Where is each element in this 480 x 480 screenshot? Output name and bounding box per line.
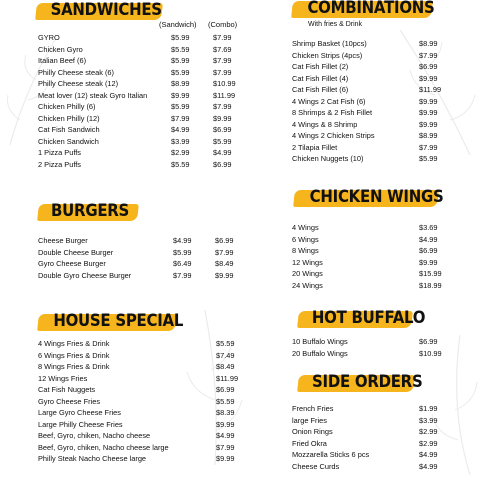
menu-item-row	[292, 449, 442, 461]
menu-item-row	[292, 119, 442, 131]
menu-item-row	[38, 338, 238, 350]
item-name: Meat lover (12) steak Gyro Italian	[38, 90, 148, 100]
hot-buffalo-heading	[306, 306, 426, 330]
side-orders-heading	[306, 370, 423, 394]
menu-item-row	[38, 78, 238, 90]
item-name: 2 Pizza Puffs	[38, 159, 81, 169]
menu-item-row	[292, 38, 442, 50]
item-combo-price: $7.99	[213, 56, 232, 65]
menu-item-row	[38, 430, 238, 442]
item-sandwich-price: $5.99	[171, 33, 190, 42]
item-price: $2.99	[419, 427, 438, 436]
item-name: Cat Fish Nuggets	[38, 385, 96, 394]
item-price: $7.49	[216, 350, 235, 360]
item-name: Philly Cheese steak (6)	[38, 67, 114, 77]
menu-item-row	[38, 407, 238, 419]
burgers-title: BURGERS	[51, 201, 130, 221]
item-sandwich-price: $7.99	[171, 113, 190, 123]
item-price: $6.99	[419, 62, 438, 71]
item-sandwich-price: $5.59	[171, 159, 190, 169]
menu-item-row	[292, 96, 442, 108]
item-name: Large Gyro Cheese Fries	[38, 408, 121, 417]
item-name: Onion Rings	[292, 427, 333, 436]
item-name: Chicken Gyro	[38, 44, 83, 54]
burgers-heading	[46, 199, 130, 223]
item-sandwich-price: $5.99	[173, 247, 192, 257]
item-name: Cat Fish Fillet (6)	[292, 85, 349, 94]
menu-item-row	[38, 32, 238, 44]
item-price: $6.99	[216, 385, 235, 394]
item-price: $9.99	[419, 108, 438, 117]
item-name: Beef, Gyro, chiken, Nacho cheese	[38, 431, 151, 440]
combinations-title: COMBINATIONS	[307, 0, 435, 18]
item-name: Gyro Cheese Burger	[38, 259, 106, 268]
menu-item-row	[38, 396, 238, 408]
sandwiches-heading	[44, 0, 162, 22]
menu-item-row	[38, 101, 238, 113]
item-sandwich-price: $2.99	[171, 148, 190, 157]
item-combo-price: $6.99	[215, 236, 234, 245]
item-combo-price: $11.99	[213, 90, 236, 100]
item-name: Cheese Burger	[38, 236, 88, 245]
item-name: Chicken Strips (4pcs)	[292, 50, 363, 60]
item-combo-price: $7.99	[213, 102, 232, 111]
menu-item-row	[292, 438, 442, 450]
menu-item-row	[292, 234, 442, 246]
menu-item-row	[38, 373, 238, 385]
menu-item-row	[292, 245, 442, 257]
col-header-sandwich: (Sandwich)	[159, 20, 197, 29]
item-name: Chicken Philly (12)	[38, 113, 100, 123]
item-name: French Fries	[292, 404, 334, 413]
side-orders-title: SIDE ORDERS	[312, 372, 423, 392]
menu-item-row	[38, 136, 238, 148]
menu-item-row	[292, 130, 442, 142]
item-price: $7.99	[419, 50, 438, 60]
item-price: $9.99	[216, 419, 235, 429]
house-special-title: HOUSE SPECIAL	[53, 311, 184, 331]
item-name: 8 Shrimps & 2 Fish Fillet	[292, 108, 373, 117]
item-name: Chicken Sandwich	[38, 136, 99, 146]
item-name: Gyro Cheese Fries	[38, 396, 101, 406]
sandwiches-title: SANDWICHES	[50, 0, 162, 20]
item-price: $9.99	[419, 257, 438, 267]
item-sandwich-price: $5.99	[171, 56, 190, 65]
menu-item-row	[38, 113, 238, 125]
item-name: Cat Fish Fillet (2)	[292, 62, 349, 71]
menu-item-row	[38, 55, 238, 67]
item-name: Mozzarella Sticks 6 pcs	[292, 450, 370, 459]
item-name: 4 Wings Fries & Drink	[38, 339, 110, 348]
menu-item-row	[292, 257, 442, 269]
sandwiches-list	[38, 32, 238, 170]
item-name: 8 Wings	[292, 246, 319, 255]
item-name: Double Cheese Burger	[38, 247, 114, 257]
menu-item-row	[292, 50, 442, 62]
item-sandwich-price: $5.99	[171, 67, 190, 77]
menu-item-row	[292, 222, 442, 234]
item-sandwich-price: $9.99	[171, 90, 190, 100]
item-name: 8 Wings Fries & Drink	[38, 362, 110, 371]
menu-item-row	[292, 348, 442, 360]
item-price: $18.99	[419, 280, 442, 290]
item-price: $2.99	[419, 438, 438, 448]
item-name: 10 Buffalo Wings	[292, 337, 348, 346]
item-price: $11.99	[216, 373, 239, 383]
chicken-wings-title: CHICKEN WINGS	[309, 187, 444, 207]
item-name: 1 Pizza Puffs	[38, 148, 81, 157]
item-name: Cheese Curds	[292, 461, 340, 471]
menu-item-row	[38, 270, 238, 282]
item-combo-price: $7.69	[213, 44, 232, 54]
combinations-list	[292, 38, 442, 165]
item-price: $5.59	[216, 339, 235, 348]
menu-item-row	[292, 336, 442, 348]
item-price: $9.99	[419, 96, 438, 106]
item-sandwich-price: $7.99	[173, 270, 192, 280]
item-price: $7.99	[216, 442, 235, 452]
item-combo-price: $4.99	[213, 148, 232, 157]
item-price: $6.99	[419, 337, 438, 346]
item-price: $3.99	[419, 415, 438, 425]
menu-item-row	[292, 61, 442, 73]
item-price: $6.99	[419, 246, 438, 255]
combinations-subtitle: With fries & Drink	[308, 21, 363, 28]
item-name: large Fries	[292, 415, 327, 425]
item-name: 4 Wings & 8 Shrimp	[292, 119, 358, 129]
item-combo-price: $6.99	[213, 125, 232, 134]
item-name: Fried Okra	[292, 438, 327, 448]
menu-item-row	[38, 159, 238, 171]
item-price: $9.99	[216, 454, 235, 463]
house-special-heading	[46, 309, 184, 333]
menu-item-row	[292, 280, 442, 292]
item-name: Cat Fish Sandwich	[38, 125, 100, 134]
menu-item-row	[38, 384, 238, 396]
menu-item-row	[292, 415, 442, 427]
item-combo-price: $7.99	[213, 67, 232, 77]
menu-item-row	[38, 147, 238, 159]
house-special-list	[38, 338, 238, 465]
item-price: $10.99	[419, 348, 442, 358]
item-combo-price: $5.99	[213, 136, 232, 146]
menu-item-row	[38, 350, 238, 362]
item-sandwich-price: $6.49	[173, 259, 192, 268]
item-name: 24 Wings	[292, 280, 323, 290]
menu-item-row	[38, 44, 238, 56]
menu-item-row	[38, 235, 238, 247]
side-orders-list	[292, 403, 442, 472]
item-price: $7.99	[419, 142, 438, 152]
item-name: 4 Wings 2 Chicken Strips	[292, 131, 375, 140]
menu-item-row	[38, 67, 238, 79]
item-name: Shrimp Basket (10pcs)	[292, 39, 367, 48]
item-combo-price: $9.99	[215, 270, 234, 280]
menu-item-row	[292, 461, 442, 473]
item-price: $9.99	[419, 73, 438, 83]
item-sandwich-price: $5.99	[171, 102, 190, 111]
menu-item-row	[292, 403, 442, 415]
hot-buffalo-title: HOT BUFFALO	[311, 308, 426, 328]
item-price: $4.99	[419, 234, 438, 244]
item-name: Large Philly Cheese Fries	[38, 419, 123, 429]
burgers-list	[38, 235, 238, 281]
menu-item-row	[38, 258, 238, 270]
item-name: Chicken Philly (6)	[38, 102, 96, 111]
menu-item-row	[38, 90, 238, 102]
menu-item-row	[38, 442, 238, 454]
menu-item-row	[292, 268, 442, 280]
item-price: $5.99	[419, 154, 438, 163]
item-combo-price: $8.49	[215, 259, 234, 268]
chicken-wings-list	[292, 222, 442, 291]
menu-item-row	[292, 142, 442, 154]
item-name: GYRO	[38, 33, 60, 42]
item-price: $4.99	[419, 450, 438, 459]
item-name: 4 Wings 2 Cat Fish (6)	[292, 96, 366, 106]
item-name: Cat Fish Fillet (4)	[292, 73, 349, 83]
item-name: Beef, Gyro, chiken, Nacho cheese large	[38, 442, 169, 452]
menu-item-row	[38, 419, 238, 431]
menu-item-row	[292, 84, 442, 96]
item-name: Double Gyro Cheese Burger	[38, 270, 132, 280]
menu-item-row	[38, 361, 238, 373]
menu-item-row	[292, 73, 442, 85]
menu-item-row	[38, 247, 238, 259]
item-name: 20 Buffalo Wings	[292, 348, 348, 358]
item-name: 4 Wings	[292, 223, 319, 232]
item-sandwich-price: $5.59	[171, 44, 190, 54]
item-price: $8.39	[216, 408, 235, 417]
item-combo-price: $6.99	[213, 159, 232, 169]
item-sandwich-price: $4.99	[171, 125, 190, 134]
menu-item-row	[292, 426, 442, 438]
item-name: Philly Cheese steak (12)	[38, 79, 119, 88]
chicken-wings-heading	[302, 185, 444, 209]
item-price: $4.99	[216, 431, 235, 440]
hot-buffalo-list	[292, 336, 442, 359]
item-price: $8.99	[419, 131, 438, 140]
menu-item-row	[292, 107, 442, 119]
menu-item-row	[292, 153, 442, 165]
item-price: $11.99	[419, 85, 442, 94]
item-name: 12 Wings	[292, 257, 323, 267]
item-name: 20 Wings	[292, 269, 323, 278]
item-name: Italian Beef (6)	[38, 56, 87, 65]
item-price: $8.99	[419, 39, 438, 48]
item-price: $1.99	[419, 404, 438, 413]
item-name: 6 Wings	[292, 234, 319, 244]
item-sandwich-price: $8.99	[171, 79, 190, 88]
item-combo-price: $10.99	[213, 79, 236, 88]
item-name: 6 Wings Fries & Drink	[38, 350, 110, 360]
item-combo-price: $9.99	[213, 113, 232, 123]
combinations-heading	[300, 0, 435, 20]
item-sandwich-price: $4.99	[173, 236, 192, 245]
item-price: $4.99	[419, 461, 438, 471]
menu-item-row	[38, 124, 238, 136]
item-price: $15.99	[419, 269, 442, 278]
item-combo-price: $7.99	[215, 247, 234, 257]
item-name: Chicken Nuggets (10)	[292, 154, 364, 163]
item-price: $5.59	[216, 396, 235, 406]
item-price: $3.69	[419, 223, 438, 232]
item-name: 12 Wings Fries	[38, 373, 88, 383]
item-name: 2 Tilapia Fillet	[292, 142, 338, 152]
item-sandwich-price: $3.99	[171, 136, 190, 146]
col-header-combo: (Combo)	[208, 20, 238, 29]
menu-item-row	[38, 453, 238, 465]
item-combo-price: $7.99	[213, 33, 232, 42]
item-name: Philly Steak Nacho Cheese large	[38, 454, 147, 463]
item-price: $9.99	[419, 119, 438, 129]
item-price: $8.49	[216, 362, 235, 371]
